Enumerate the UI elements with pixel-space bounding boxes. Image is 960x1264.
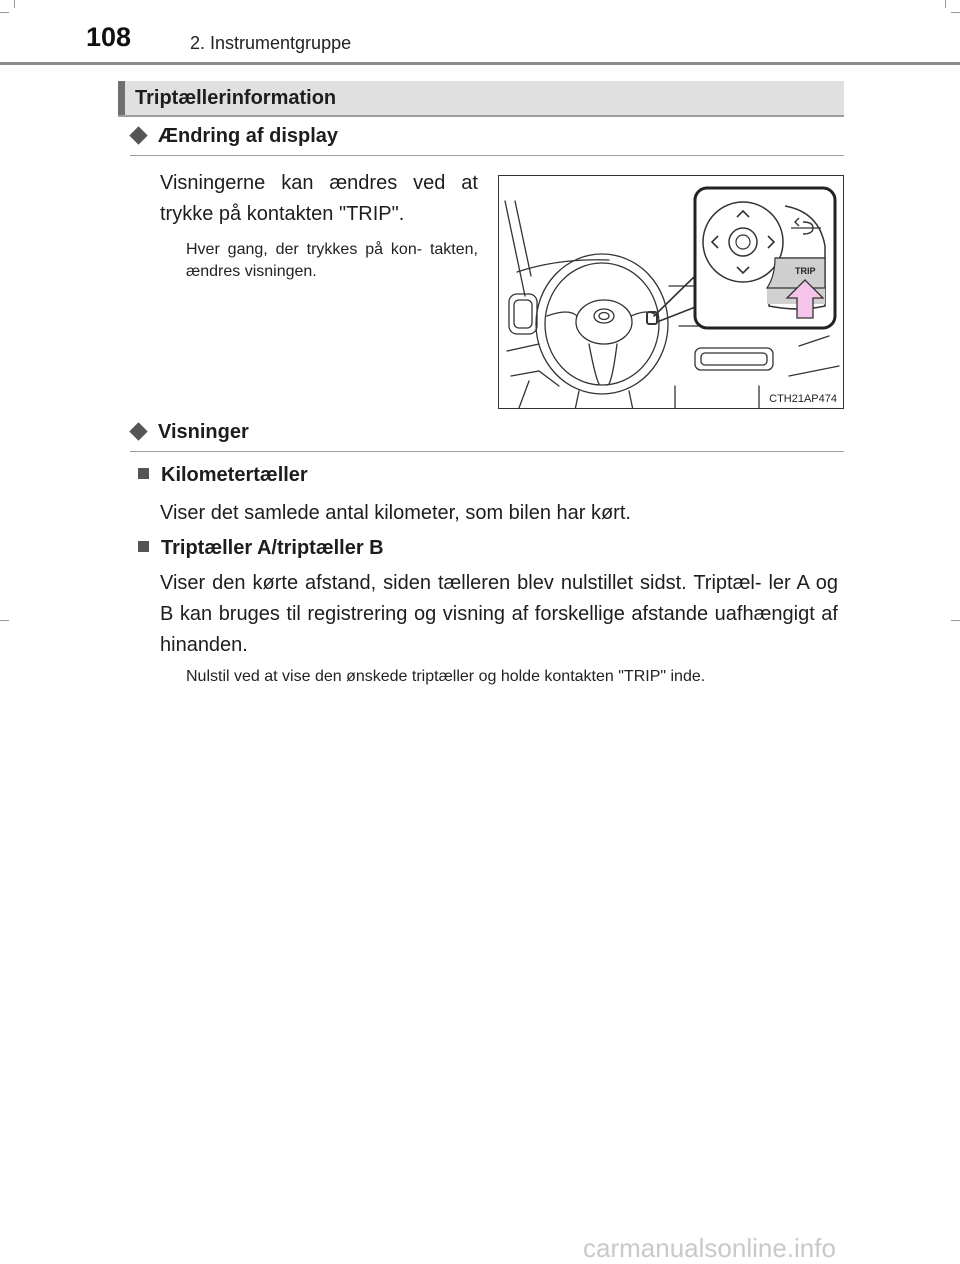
crop-mark — [14, 0, 15, 8]
square-bullet-icon — [138, 468, 149, 479]
crop-mark — [0, 12, 9, 13]
header-divider — [0, 62, 960, 65]
crop-mark — [951, 12, 960, 13]
figure-code: CTH21AP474 — [769, 393, 837, 405]
section-accent — [118, 81, 125, 115]
section-title: Triptællerinformation — [135, 87, 337, 109]
watermark: carmanualsonline.info — [583, 1233, 836, 1263]
subheading-display-change — [130, 125, 338, 148]
subheading-text: Visninger — [158, 421, 249, 443]
square-bullet-icon — [138, 541, 149, 552]
crop-mark — [945, 0, 946, 8]
subheading-divider — [130, 155, 844, 156]
item-heading-trip-meter — [138, 537, 384, 560]
crop-mark — [0, 620, 9, 621]
body-paragraph: Viser den kørte afstand, siden tælleren blev nulstillet sidst. Triptæl- ler A og B kan bruges til registrering og visning af forskellige afstande uafhængigt af hinanden. — [160, 572, 838, 656]
item-heading-text: Triptæller A/triptæller B — [161, 537, 384, 559]
body-paragraph: Visningerne kan ændres ved at trykke på kontakten "TRIP". — [160, 172, 478, 225]
subheading-divider — [130, 451, 844, 452]
page-number: 108 — [86, 22, 132, 52]
trip-button-label: TRIP — [795, 266, 816, 276]
steering-wheel-drawing — [499, 176, 844, 409]
body-paragraph: Viser det samlede antal kilometer, som bilen har kørt. — [160, 502, 631, 524]
steering-wheel-illustration — [498, 175, 844, 409]
subheading-displays — [130, 421, 249, 444]
crop-mark — [951, 620, 960, 621]
section-title-bar — [118, 81, 844, 117]
note-paragraph: Nulstil ved at vise den ønskede triptæller og holde kontakten "TRIP" inde. — [186, 668, 706, 685]
note-paragraph: Hver gang, der trykkes på kon- takten, ændres visningen. — [186, 241, 478, 280]
item-heading-text: Kilometertæller — [161, 464, 308, 486]
diamond-bullet-icon — [129, 127, 147, 145]
chapter-title: 2. Instrumentgruppe — [190, 33, 352, 53]
item-heading-odometer — [138, 464, 308, 487]
diamond-bullet-icon — [129, 423, 147, 441]
subheading-text: Ændring af display — [158, 125, 339, 147]
